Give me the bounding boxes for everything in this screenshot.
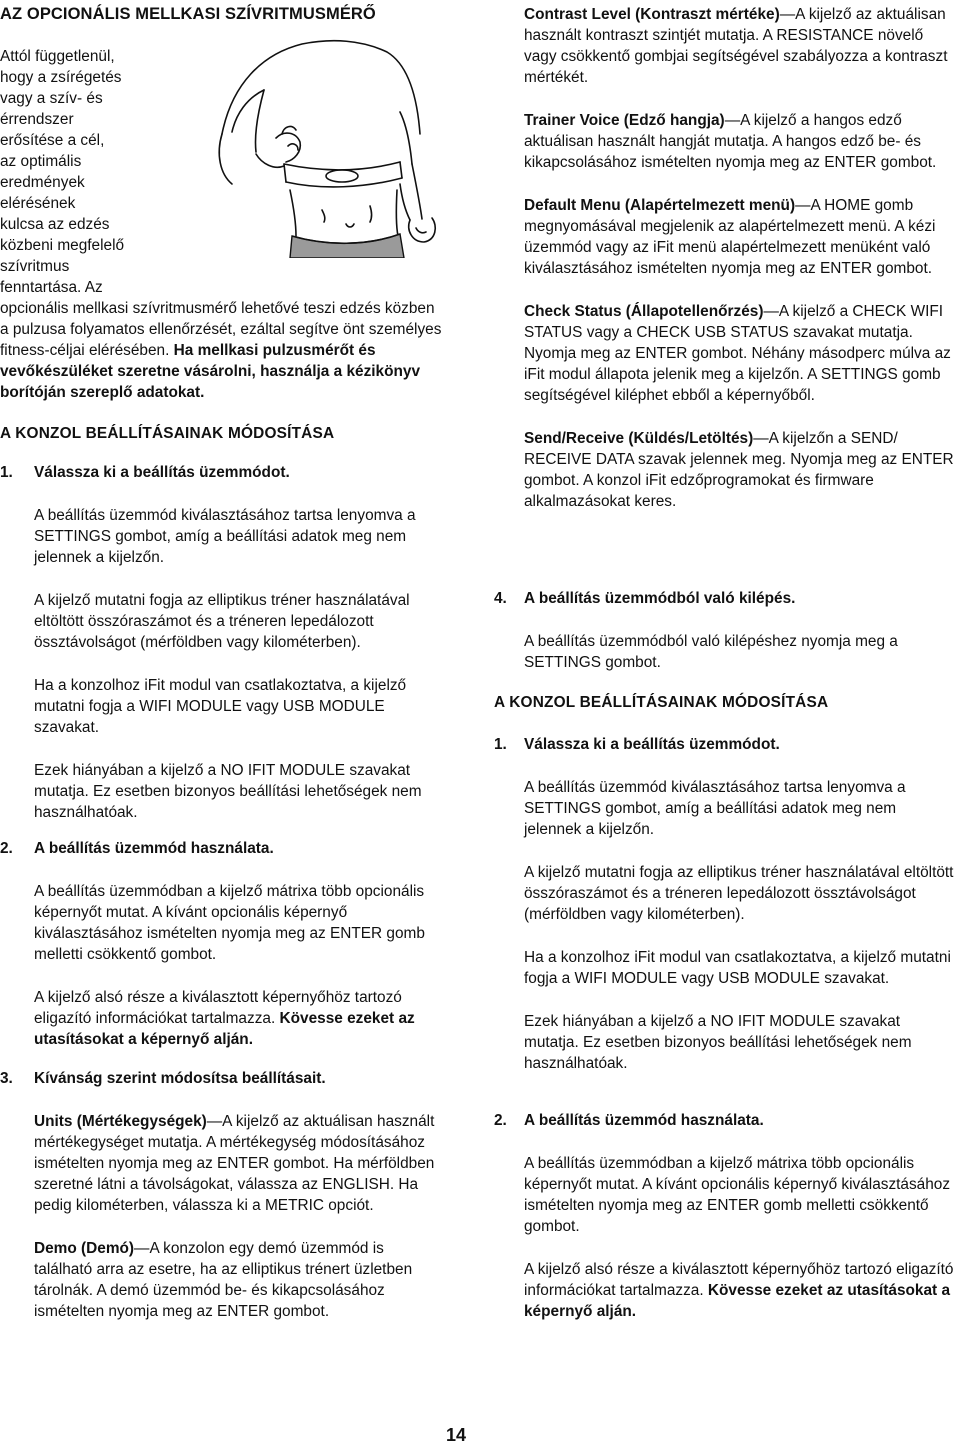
step-1-p2: A kijelző mutatni fogja az elliptikus tréner használatával eltöltött összóraszámot és a tréneren lepedálozott össztávolságot (mérföldben vagy kilométerben). [524,864,954,923]
units-option [0,1111,446,1216]
step-title-text: Válassza ki a beállítás üzemmódot. [524,736,780,753]
step-1 [0,462,446,823]
intro-line: az optimális [0,153,82,170]
step-1-title [494,734,956,755]
step-title-text: A beállítás üzemmód használata. [34,840,274,857]
demo-text: —A konzolon egy demó üzemmód is található arra az esetre, ha az elliptikus trénert üzletben tárolnák. A demó üzemmód be- és kikapcsolásához ismételten nyomja meg az ENTER gombot. [34,1240,413,1320]
intro-line: közbeni megfelelő [0,237,125,254]
intro-narrow-lines [0,46,446,298]
step-2-p1: A beállítás üzemmódban a kijelző mátrixa több opcionális képernyőt mutat. A kívánt opcionális képernyő kiválasztásához ismételten nyomja meg az ENTER gomb melletti csökkentő gombot. [34,883,425,963]
step-1-p3: Ha a konzolhoz iFit modul van csatlakoztatva, a kijelző mutatni fogja a WIFI MODULE vagy USB MODULE szavakat. [34,677,407,736]
step-number: 2. [494,1112,507,1129]
default-menu-label: Default Menu (Alapértelmezett menü) [524,197,796,214]
step-3-title [0,1068,446,1089]
step-1-p4: Ezek hiányában a kijelző a NO IFIT MODULE szavakat mutatja. Ez esetben bizonyos beállítási lehetőségek nem használhatóak. [34,762,422,821]
intro-bold: Ha mellkasi pulzusmérőt és vevőkészüléket szeretne vásárolni, használja a kézikönyv borítóján szereplő adatokat. [0,342,421,401]
step-2-p2-text: A kijelző alsó része a kiválasztott képernyőhöz tartozó eligazító információkat tartalmazza. [524,1261,954,1299]
intro-paragraph [0,298,446,403]
page-number: 14 [446,1425,467,1445]
step-1-p1: A beállítás üzemmód kiválasztásához tartsa lenyomva a SETTINGS gombot, amíg a beállítási adatok meg nem jelennek a kijelzőn. [34,507,416,566]
step-title-text: A beállítás üzemmódból való kilépés. [524,590,796,607]
step-2-p2-text: A kijelző alsó része a kiválasztott képernyőhöz tartozó eligazító információkat tartalmazza. [34,989,402,1027]
units-text: —A kijelző az aktuálisan használt mértékegységet mutatja. A mértékegység módosításához ismételten nyomja meg az ENTER gombot. Ha mérföldben szeretné látni a távolságokat, válassza az ENGLISH. Ha pedig kilométerben, válassza ki a METRIC opciót. [34,1113,435,1214]
step-1-title [0,462,446,483]
step-number: 3. [0,1070,13,1087]
default-menu-text: —A HOME gomb megnyomásával megjelenik az alapértelmezett menü. A kézi üzemmód vagy az iFit menü alapértelmezett menüként való kiválasztásához ismételten nyomja meg az ENTER gombot. [524,197,936,277]
demo-option [0,1238,446,1322]
units-label: Units (Mértékegységek) [34,1113,207,1130]
step-3 [0,1068,446,1322]
settings-options [494,4,956,512]
intro-line: eredmények [0,174,85,191]
step-title-text: A beállítás üzemmód használata. [524,1112,764,1129]
step-2-p2 [494,1259,956,1322]
step-1-p4: Ezek hiányában a kijelző a NO IFIT MODULE szavakat mutatja. Ez esetben bizonyos beállítási lehetőségek nem használhatóak. [524,1013,912,1072]
default-menu-option [524,195,956,279]
intro-line: érrendszer [0,111,74,128]
section-heading-right: A KONZOL BEÁLLÍTÁSAINAK MÓDOSÍTÁSA [494,694,829,711]
page-title: AZ OPCIONÁLIS MELLKASI SZÍVRITMUSMÉRŐ [0,5,376,23]
intro-line: erősítése a cél, [0,132,105,149]
step-number: 1. [0,464,13,481]
intro-line: vagy a szív- és [0,90,103,107]
step-2-p2 [0,987,446,1050]
step-4-title [494,588,956,609]
intro-line: hogy a zsírégetés [0,69,122,86]
step-2-p2-bold: Kövesse ezeket az utasításokat a képernyő alján. [34,1010,415,1048]
check-status-label: Check Status (Állapotellenőrzés) [524,303,764,320]
step-1-p1: A beállítás üzemmód kiválasztásához tartsa lenyomva a SETTINGS gombot, amíg a beállítási adatok meg nem jelennek a kijelzőn. [524,779,906,838]
trainer-voice-option [524,110,956,173]
intro-line: szívritmus [0,258,70,275]
demo-label: Demo (Demó) [34,1240,135,1257]
intro-line: Attól függetlenül, [0,48,115,65]
contrast-label: Contrast Level (Kontraszt mértéke) [524,6,780,23]
step-2 [0,838,446,1050]
send-receive-label: Send/Receive (Küldés/Letöltés) [524,430,754,447]
step-2-title [0,838,446,859]
check-status-text: —A kijelző a CHECK WIFI STATUS vagy a CHECK USB STATUS szavakat mutatja. Nyomja meg az ENTER gombot. Néhány másodperc múlva az iFit modul állapota jelenik meg a kijelzőn. A SETTINGS gomb segítségével kiléphet ebből a képernyőből. [524,303,951,404]
send-receive-text: —A kijelzőn a SEND/ RECEIVE DATA szavak jelennek meg. Nyomja meg az ENTER gombot. A konzol iFit edzőprogramokat és firmware alkalmazásokat keres. [524,430,954,510]
contrast-text: —A kijelző az aktuálisan használt kontraszt szintjét mutatja. A RESISTANCE növelő vagy csökkentő gombjai segítségével szabályozza a kontraszt mértékét. [524,6,948,86]
intro-line: kulcsa az edzés [0,216,110,233]
step-1-p2: A kijelző mutatni fogja az elliptikus tréner használatával eltöltött összóraszámot és a tréneren lepedálozott össztávolságot (mérföldben vagy kilométerben). [34,592,410,651]
step-1-p3: Ha a konzolhoz iFit modul van csatlakoztatva, a kijelző mutatni fogja a WIFI MODULE vagy USB MODULE szavakat. [524,949,951,987]
trainer-voice-label: Trainer Voice (Edző hangja) [524,112,725,129]
section-heading: A KONZOL BEÁLLÍTÁSAINAK MÓDOSÍTÁSA [0,425,335,442]
step-4 [494,588,956,673]
step-number: 1. [494,736,507,753]
trainer-voice-text: —A kijelző a hangos edző aktuálisan használt hangját mutatja. A hangos edző be- és kikapcsolásához ismételten nyomja meg az ENTER gombot. [524,112,937,171]
step-title-text: Válassza ki a beállítás üzemmódot. [34,464,290,481]
intro-text [0,46,446,403]
step-2-right [494,1110,956,1322]
intro-rest: opcionális mellkasi szívritmusmérő lehetővé teszi edzés közben a pulzusa folyamatos ellenőrzését, ezáltal segítve önt személyes fitness-céljai elérésében. [0,300,442,359]
step-4-p1: A beállítás üzemmódból való kilépéshez nyomja meg a SETTINGS gombot. [524,633,898,671]
check-status-option [524,301,956,406]
step-2-p1: A beállítás üzemmódban a kijelző mátrixa több opcionális képernyőt mutat. A kívánt opcionális képernyő kiválasztásához ismételten nyomja meg az ENTER gomb melletti csökkentő gombot. [524,1155,951,1235]
step-2-title [494,1110,956,1131]
step-title-text: Kívánság szerint módosítsa beállításait. [34,1070,326,1087]
intro-line: fenntartása. Az [0,279,103,296]
intro-line: elérésének [0,195,76,212]
send-receive-option [524,428,956,512]
step-2-p2-bold: Kövesse ezeket az utasításokat a képernyő alján. [524,1282,951,1320]
step-number: 4. [494,590,507,607]
step-1-right [494,734,956,1074]
step-number: 2. [0,840,13,857]
contrast-option [524,4,956,88]
